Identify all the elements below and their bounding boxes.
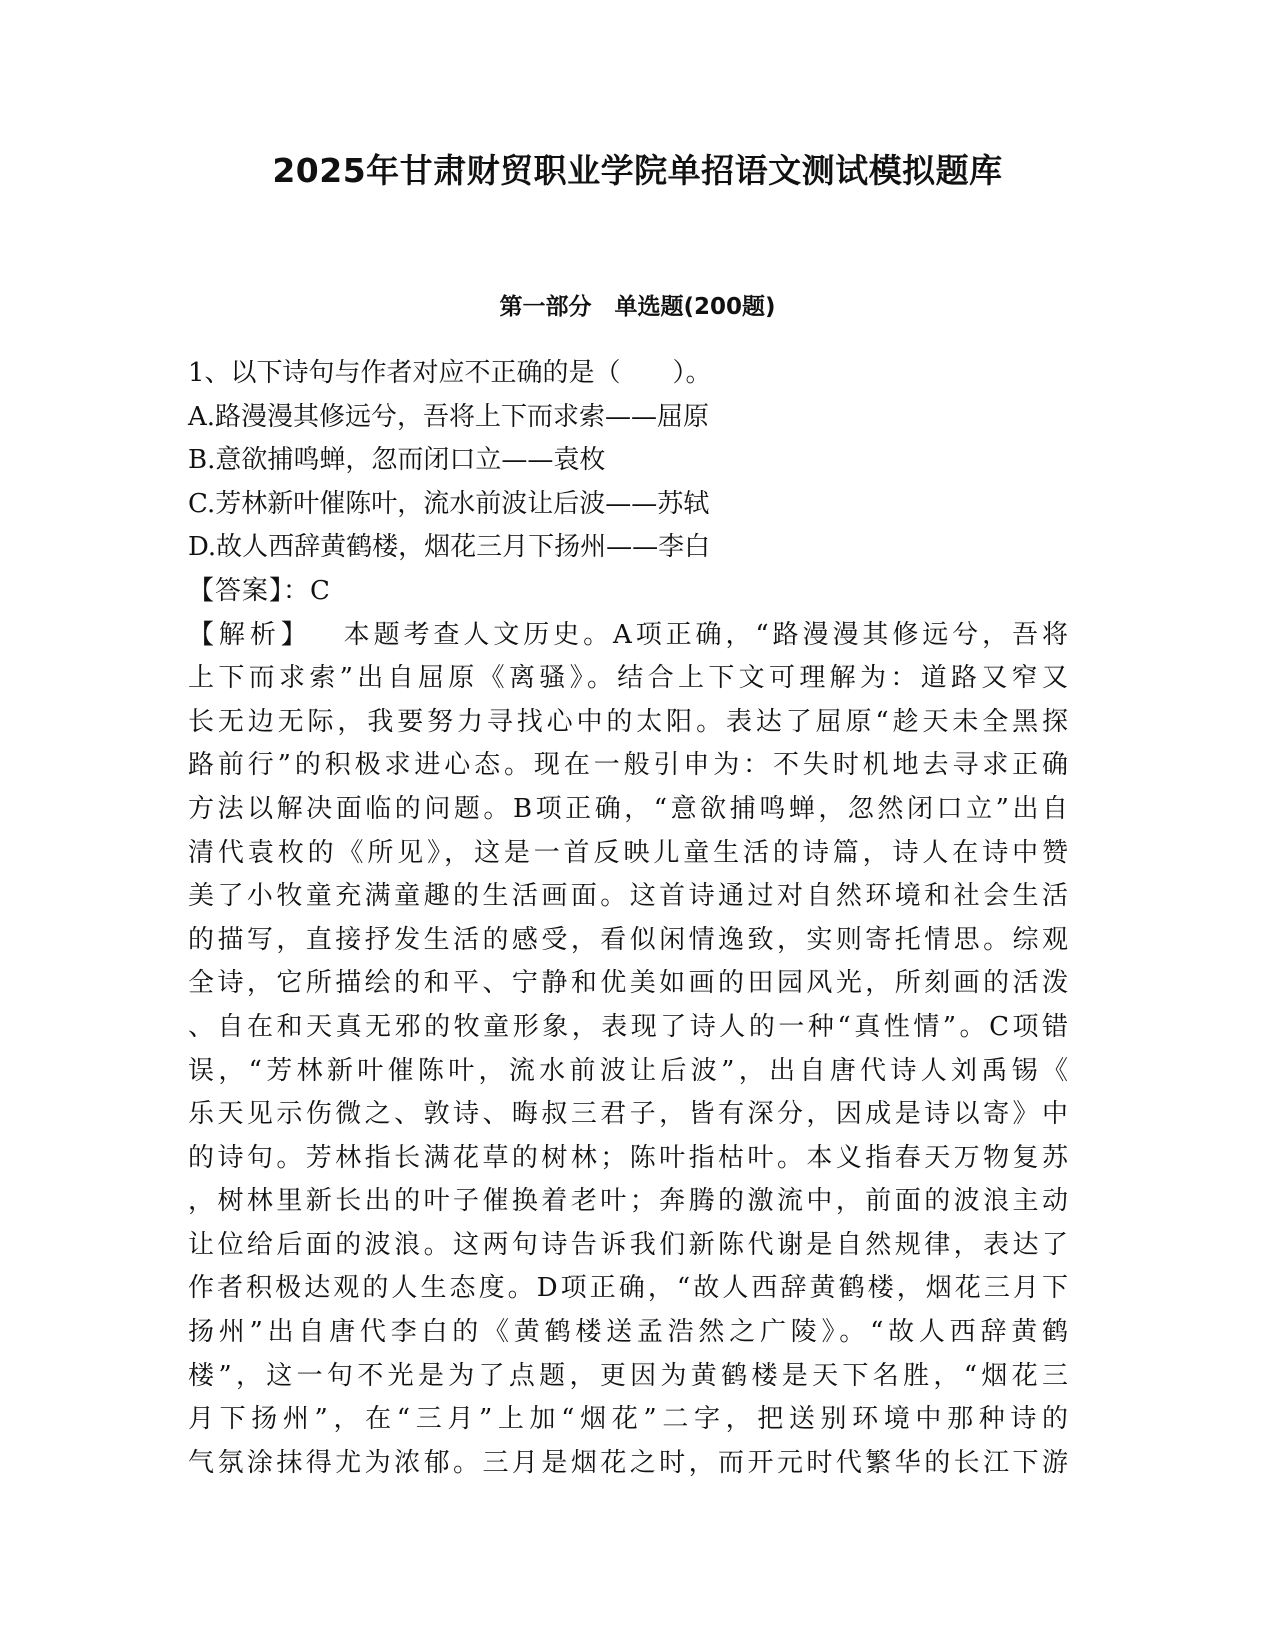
analysis-line: 上下而求索”出自屈原《离骚》。结合上下文可理解为：道路又窄又 xyxy=(188,663,1068,694)
analysis-line: 全诗，它所描绘的和平、宁静和优美如画的田园风光，所刻画的活泼 xyxy=(188,968,1068,999)
analysis-line: 长无边无际，我要努力寻找心中的太阳。表达了屈原“趁天未全黑探 xyxy=(188,706,1068,737)
option-d: D.故人西辞黄鹤楼，烟花三月下扬州——李白 xyxy=(188,532,711,563)
analysis-line: 作者积极达观的人生态度。D项正确，“故人西辞黄鹤楼，烟花三月下 xyxy=(188,1273,1068,1304)
analysis-line: 美了小牧童充满童趣的生活画面。这首诗通过对自然环境和社会生活 xyxy=(188,881,1068,912)
analysis-line: 的描写，直接抒发生活的感受，看似闲情逸致，实则寄托情思。综观 xyxy=(188,924,1068,955)
answer-line xyxy=(188,570,1068,614)
analysis-line: 楼”，这一句不光是为了点题，更因为黄鹤楼是天下名胜，“烟花三 xyxy=(188,1360,1068,1391)
analysis-line: 误，“芳林新叶催陈叶，流水前波让后波”，出自唐代诗人刘禹锡《 xyxy=(188,1055,1068,1086)
option-b: B.意欲捕鸣蝉，忽而闭口立——袁枚 xyxy=(188,445,606,476)
option-c: C.芳林新叶催陈叶，流水前波让后波——苏轼 xyxy=(188,488,710,519)
analysis-label: 【解析】 xyxy=(188,619,312,650)
analysis-line: 月下扬州”，在“三月”上加“烟花”二字，把送别环境中那种诗的 xyxy=(188,1404,1068,1435)
analysis-line: ，树林里新长出的叶子催换着老叶；奔腾的激流中，前面的波浪主动 xyxy=(188,1186,1068,1217)
analysis-line xyxy=(188,614,1068,658)
analysis-line: 乐天见示伤微之、敦诗、晦叔三君子，皆有深分，因成是诗以寄》中 xyxy=(188,1099,1068,1130)
analysis-line: 的诗句。芳林指长满花草的树林；陈叶指枯叶。本义指春天万物复苏 xyxy=(188,1142,1068,1173)
question-block xyxy=(188,352,1068,1485)
answer-label: 【答案】： xyxy=(188,575,311,606)
analysis-line: 、自在和天真无邪的牧童形象，表现了诗人的一种“真性情”。C项错 xyxy=(188,1011,1068,1042)
analysis-line: 方法以解决面临的问题。B项正确，“意欲捕鸣蝉，忽然闭口立”出自 xyxy=(188,793,1068,824)
analysis-line: 气氛涂抹得尤为浓郁。三月是烟花之时，而开元时代繁华的长江下游 xyxy=(188,1447,1068,1478)
option-a: A.路漫漫其修远兮，吾将上下而求索——屈原 xyxy=(188,401,710,432)
answer-value: C xyxy=(310,575,330,606)
document-title: 2025年甘肃财贸职业学院单招语文测试模拟题库 xyxy=(272,151,1003,190)
analysis-line: 路前行”的积极求进心态。现在一般引申为：不失时机地去寻求正确 xyxy=(188,750,1068,781)
analysis-line: 让位给后面的波浪。这两句诗告诉我们新陈代谢是自然规律，表达了 xyxy=(188,1229,1068,1260)
analysis-text: 本题考查人文历史。A项正确，“路漫漫其修远兮，吾将 xyxy=(339,619,1068,650)
analysis-line: 扬州”出自唐代李白的《黄鹤楼送孟浩然之广陵》。“故人西辞黄鹤 xyxy=(188,1317,1068,1348)
question-stem: 1、以下诗句与作者对应不正确的是（ ）。 xyxy=(188,358,712,388)
analysis-line: 清代袁枚的《所见》，这是一首反映儿童生活的诗篇，诗人在诗中赞 xyxy=(188,837,1068,868)
section-heading: 第一部分 单选题(200题) xyxy=(499,294,776,320)
